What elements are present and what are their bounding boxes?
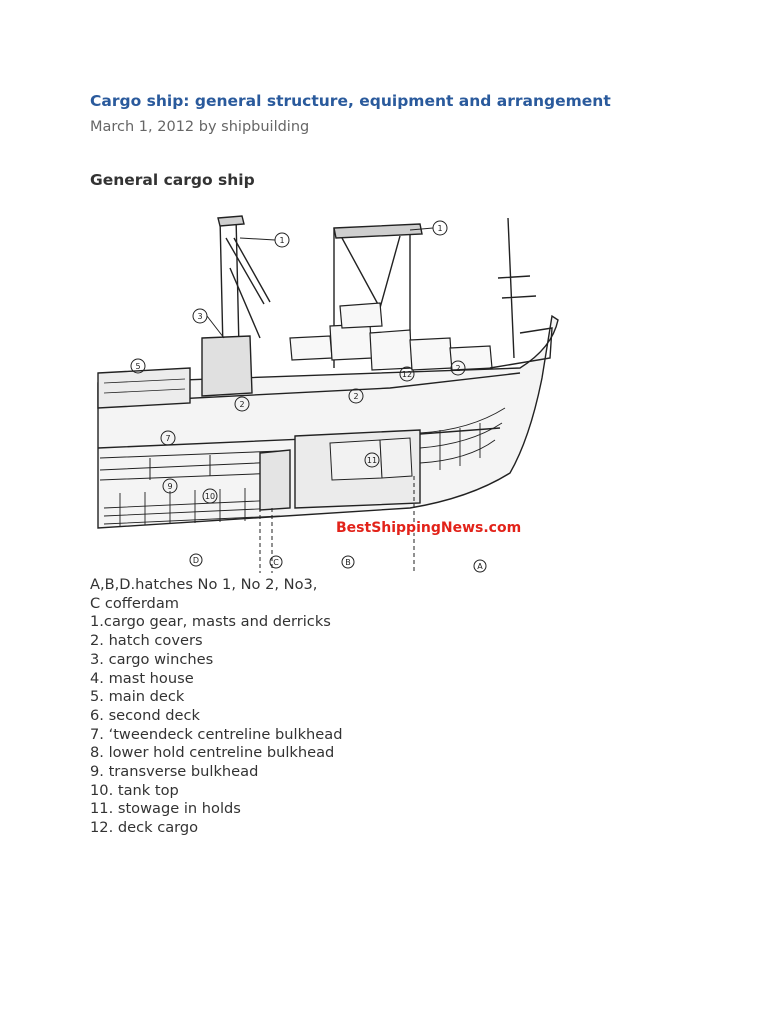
- callout-11-label: 11: [366, 456, 378, 465]
- callout-12-label: 12: [401, 370, 413, 379]
- zone-markers: [190, 554, 486, 572]
- legend-line: 9. transverse bulkhead: [90, 763, 259, 781]
- callout-2c-label: 2: [455, 364, 461, 373]
- callout-3-label: 3: [197, 312, 203, 321]
- aft-derricks: [226, 238, 270, 338]
- byline: [90, 119, 309, 135]
- zone-b-label: B: [345, 558, 351, 567]
- legend-line: 7. ‘tweendeck centreline bulkhead: [90, 725, 343, 743]
- legend-line: 2. hatch covers: [90, 632, 203, 650]
- fore-mast: [498, 218, 536, 358]
- legend-line: 11. stowage in holds: [90, 800, 241, 818]
- transverse-bulkhead: [260, 450, 290, 510]
- zone-c-label: C: [273, 558, 279, 567]
- article-title[interactable]: Cargo ship: general structure, equipment and arrangement: [90, 92, 611, 110]
- aft-deckhouse: [98, 368, 190, 408]
- callout-10-label: 10: [204, 492, 216, 501]
- forward-derricks: [342, 236, 400, 308]
- callout-2a-label: 2: [239, 400, 245, 409]
- zone-d-label: D: [192, 556, 200, 565]
- legend-line: C cofferdam: [90, 594, 179, 612]
- legend-line: 8. lower hold centreline bulkhead: [90, 744, 335, 762]
- callout-5-label: 5: [135, 362, 141, 371]
- post-date: March 1, 2012: [90, 119, 195, 135]
- ship-diagram: [90, 208, 570, 578]
- deck-cargo: [290, 303, 492, 370]
- aft-mast-house: [202, 336, 252, 396]
- legend-line: 10. tank top: [90, 781, 179, 799]
- legend-line: 5. main deck: [90, 688, 185, 706]
- legend-line: 6. second deck: [90, 706, 200, 724]
- legend-line: 4. mast house: [90, 669, 194, 687]
- callout-1b-label: 1: [437, 224, 443, 233]
- figure-legend: [90, 576, 342, 838]
- legend-line: 3. cargo winches: [90, 650, 214, 668]
- callout-2b-label: 2: [353, 392, 359, 401]
- legend-line: 1.cargo gear, masts and derricks: [90, 613, 331, 631]
- callout-1-label: 1: [279, 236, 285, 245]
- author-link[interactable]: shipbuilding: [221, 119, 310, 135]
- legend-line: A,B,D.hatches No 1, No 2, No3,: [90, 576, 318, 593]
- byline-by: by: [198, 119, 217, 135]
- callout-9-label: 9: [167, 482, 173, 491]
- watermark-text: BestShippingNews.com: [336, 520, 522, 536]
- zone-a-label: A: [477, 562, 483, 571]
- section-heading: General cargo ship: [90, 171, 255, 189]
- callout-7-label: 7: [165, 434, 171, 443]
- legend-line: 12. deck cargo: [90, 819, 199, 837]
